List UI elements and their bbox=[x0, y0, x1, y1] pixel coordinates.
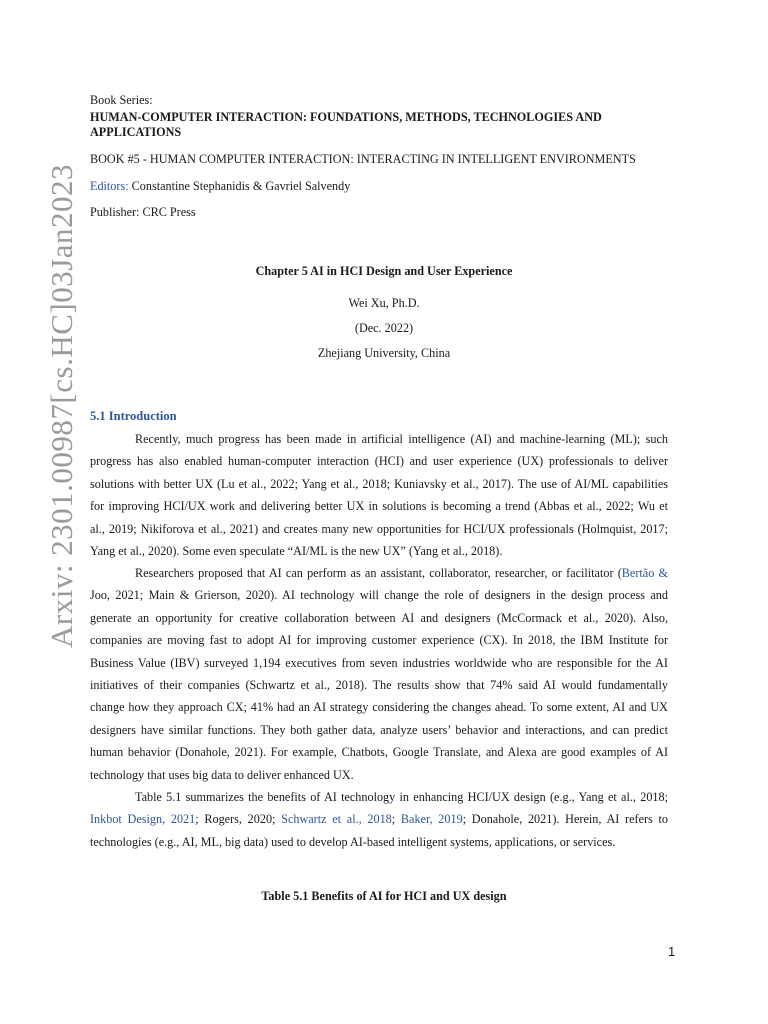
p3-line: Table 5.1 summarizes the benefits of AI technology in enhancing HCI/UX design (e.g., Yang et al., 2018; bbox=[135, 790, 668, 804]
date: (Dec. 2022) bbox=[354, 321, 414, 335]
citation: Schwartz et al., 2018 bbox=[281, 812, 392, 827]
p2-line: Business Value (IBV) surveyed 1,194 executives from seven industries worldwide who are responsible for the AI bbox=[90, 655, 668, 670]
p3-line: technologies (e.g., AI, ML, big data) used to develop AI-based intelligent systems, applications, or services. bbox=[90, 834, 616, 849]
table-caption: Table 5.1 Benefits of AI for HCI and UX design bbox=[261, 889, 507, 903]
p1-line: solutions with better UX (Lu et al., 2022; Yang et al., 2018; Kuniavsky et al., 2017). The use of AI/ML capabilities bbox=[90, 476, 668, 491]
p3-line bbox=[90, 808, 668, 830]
citation: Bertão & bbox=[621, 566, 668, 580]
paragraph-1 bbox=[90, 428, 668, 562]
author: Wei Xu, Ph.D. bbox=[348, 296, 420, 310]
section-heading: 5.1 Introduction bbox=[90, 409, 177, 423]
p1-line: Recently, much progress has been made in artificial intelligence (AI) and machine-learning (ML); such bbox=[135, 432, 668, 446]
p1-line: al., 2019; Nikiforova et al., 2021) and creates many new opportunities for HCI/UX professionals (Holmquist, 2017; bbox=[90, 521, 668, 536]
publisher: Publisher: CRC Press bbox=[90, 205, 196, 219]
p2-line: Joo, 2021; Main & Grierson, 2020). AI technology will change the role of designers in the design process and bbox=[90, 588, 668, 603]
editors-line bbox=[90, 179, 350, 194]
paragraph-2 bbox=[90, 562, 668, 786]
editors-names: Constantine Stephanidis & Gavriel Salvendy bbox=[131, 179, 351, 193]
p2-line bbox=[90, 562, 668, 584]
p3-text: ; Donahole, 2021). Herein, AI refers to bbox=[462, 812, 668, 827]
citation: Baker, 2019 bbox=[400, 812, 463, 827]
p2-line: technology that uses big data to deliver enhanced UX. bbox=[90, 767, 354, 782]
p1-line: Yang et al., 2020). Some even speculate “AI/ML is the new UX” (Yang et al., 2018). bbox=[90, 544, 503, 559]
book-title: BOOK #5 - HUMAN COMPUTER INTERACTION: INTERACTING IN INTELLIGENT ENVIRONMENTS bbox=[90, 152, 636, 166]
p1-line: for improving HCI/UX work and delivering better UX in solutions is becoming a trend (Abbas et al., 2022; Wu et bbox=[90, 499, 668, 514]
chapter-title: Chapter 5 AI in HCI Design and User Experience bbox=[255, 264, 513, 278]
series-label: Book Series: bbox=[90, 93, 153, 107]
p2-line: change how they approach CX; 41% had an AI strategy considering the changes ahead. To some extent, AI and UX bbox=[90, 700, 668, 715]
affiliation: Zhejiang University, China bbox=[317, 346, 451, 360]
p1-line: progress has also enabled human-computer interaction (HCI) and user experience (UX) professionals to deliver bbox=[90, 454, 668, 469]
series-title-line1: HUMAN-COMPUTER INTERACTION: FOUNDATIONS, METHODS, TECHNOLOGIES AND bbox=[90, 110, 602, 124]
p2-line: generate an opportunity for creative collaboration between AI and designers (McCormack et al., 2020). Also, bbox=[90, 610, 668, 625]
page-number: 1 bbox=[668, 944, 676, 959]
p2-line: companies are moving fast to adopt AI for improving customer experience (CX). In 2018, the IBM Institute for bbox=[90, 633, 668, 648]
series-title-line2: APPLICATIONS bbox=[90, 125, 182, 139]
p3-text: ; Rogers, 2020; bbox=[195, 812, 282, 827]
arxiv-stamp: Arxiv: 2301.00987[cs.HC]03Jan2023 bbox=[44, 163, 79, 648]
p2-line: initiatives of their companies (Schwartz et al., 2018). The results show that 74% said AI would fundamentally bbox=[90, 678, 668, 693]
p2-line: human behavior (Donahole, 2021). For example, Chatbots, Google Translate, and Alexa are good examples of AI bbox=[90, 745, 668, 760]
p2-line: designers have similar functions. They both gather data, analyze users’ behavior and interactions, and can predict bbox=[90, 722, 668, 737]
citation: Inkbot Design, 2021 bbox=[90, 812, 196, 827]
p3-text: ; bbox=[391, 812, 401, 827]
paragraph-3 bbox=[90, 786, 668, 853]
p2-text: Researchers proposed that AI can perform as an assistant, collaborator, researcher, or facilitator ( bbox=[135, 566, 622, 580]
editors-label: Editors: bbox=[90, 179, 129, 193]
